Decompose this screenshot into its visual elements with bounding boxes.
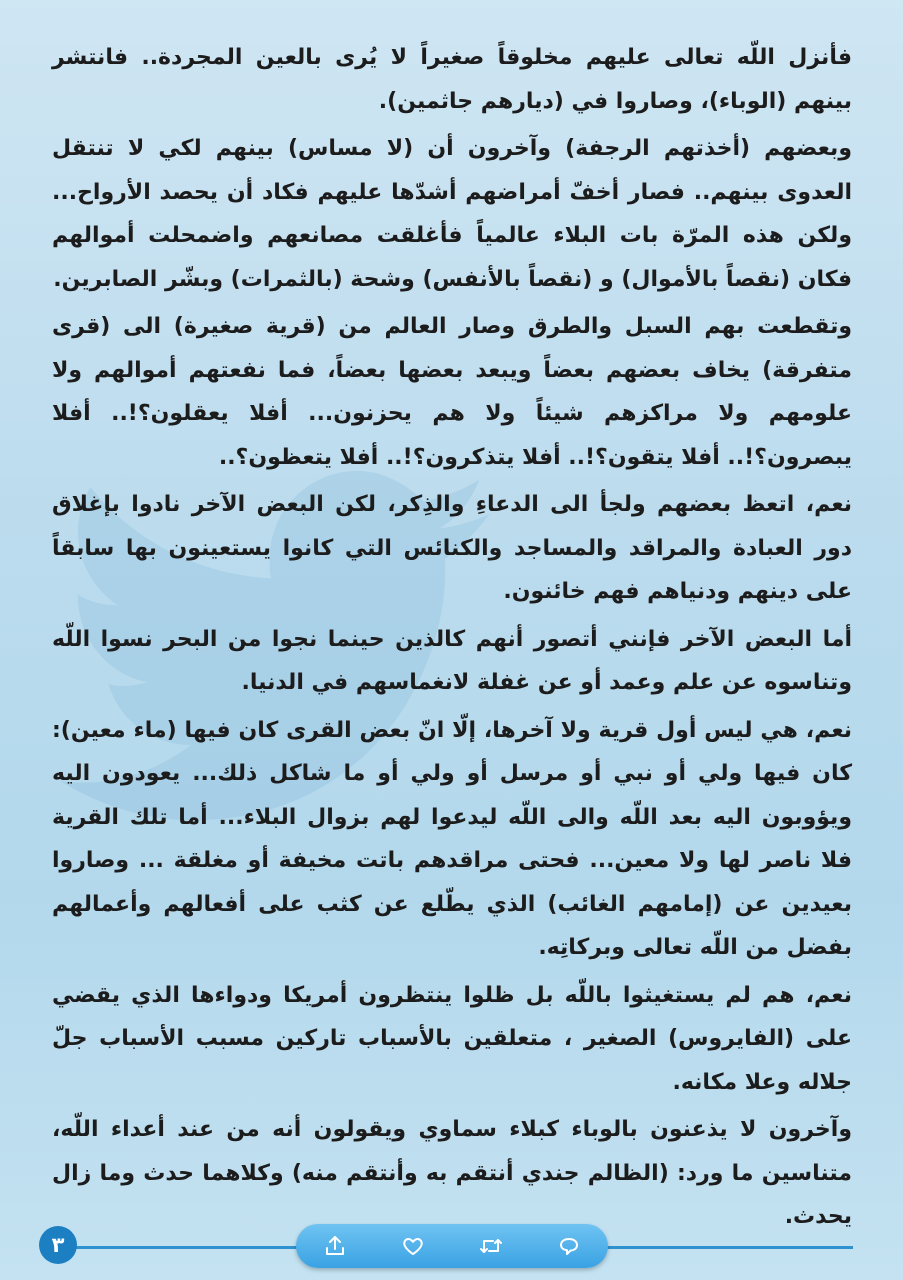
- page-footer: [0, 1218, 903, 1268]
- like-button[interactable]: [393, 1226, 433, 1266]
- page-number-badge: ٣: [39, 1226, 77, 1264]
- retweet-icon: [478, 1234, 504, 1258]
- paragraph: فأنزل اللّه تعالى عليهم مخلوقاً صغيراً لا يُرى بالعين المجردة.. فانتشر بينهم (الوباء)، وصاروا في (ديارهم جاثمين).: [52, 45, 852, 114]
- paragraph: نعم، هم لم يستغيثوا باللّه بل ظلوا ينتظرون أمريكا ودواءها الذي يقضي على (الفايروس) الصغير ، متعلقين بالأسباب تاركين مسبب الأسباب جلّ جلاله وعلا مكانه.: [52, 982, 852, 1095]
- share-icon: [323, 1234, 347, 1258]
- tweet-action-bar: [296, 1224, 608, 1268]
- article-body: [52, 36, 852, 1243]
- paragraph: وبعضهم (أخذتهم الرجفة) وآخرون أن (لا مساس) بينهم لكي لا تنتقل العدوى بينهم.. فصار أخفّ أمراضهم أشدّها عليهم فكاد أن يحصد الأرواح... ولكن هذه المرّة بات البلاء عالمياً فأغلقت مصانعهم واضمحلت أموالهم فكان (نقصاً بالأموال) و (نقصاً بالأنفس) وشحة (بالثمرات) وبشّر الصابرين.: [52, 136, 852, 292]
- paragraph: أما البعض الآخر فإنني أتصور أنهم كالذين حينما نجوا من البحر نسوا اللّه وتناسوه عن علم وعمد أو عن غفلة لانغماسهم في الدنيا.: [52, 626, 852, 695]
- reply-button[interactable]: [549, 1226, 589, 1266]
- retweet-button[interactable]: [471, 1226, 511, 1266]
- paragraph: نعم، هي ليس أول قرية ولا آخرها، إلّا انّ بعض القرى كان فيها (ماء معين): كان فيها ولي أو نبي أو مرسل أو ولي أو ما شاكل ذلك... يعودون اليه ويؤوبون اليه بعد اللّه والى اللّه ليدعوا لهم بزوال البلاء... أما تلك القرية فلا ناصر لها ولا معين... فحتى مراقدهم باتت مخيفة أو مغلقة ... وصاروا بعيدين عن (إمامهم الغائب) الذي يطّلع عن كثب على أفعالهم وأعمالهم بفضل من اللّه تعالى وبركاتِه.: [52, 717, 852, 960]
- share-button[interactable]: [315, 1226, 355, 1266]
- paragraph: وتقطعت بهم السبل والطرق وصار العالم من (قرية صغيرة) الى (قرى متفرقة) يخاف بعضهم بعضاً ويبعد بعضها بعضاً، فما نفعتهم أموالهم ولا علومهم ولا مراكزهم شيئاً ولا هم يحزنون... أفلا يعقلون؟!.. أفلا يبصرون؟!.. أفلا يتقون؟!.. أفلا يتذكرون؟!.. أفلا يتعظون؟..: [52, 314, 852, 470]
- paragraph: وآخرون لا يذعنون بالوباء كبلاء سماوي ويقولون أنه من عند أعداء اللّه، متناسين ما ورد: (الظالم جندي أنتقم به وأنتقم منه) وكلاهما حدث وما زال يحدث.: [52, 1117, 852, 1229]
- heart-icon: [401, 1234, 425, 1258]
- paragraph: نعم، اتعظ بعضهم ولجأ الى الدعاءِ والذِكر، لكن البعض الآخر نادوا بإغلاق دور العبادة والمراقد والمساجد والكنائس التي كانوا يستعينون بها سابقاً على دينهم ودنياهم فهم خائنون.: [52, 492, 852, 604]
- reply-icon: [557, 1234, 581, 1258]
